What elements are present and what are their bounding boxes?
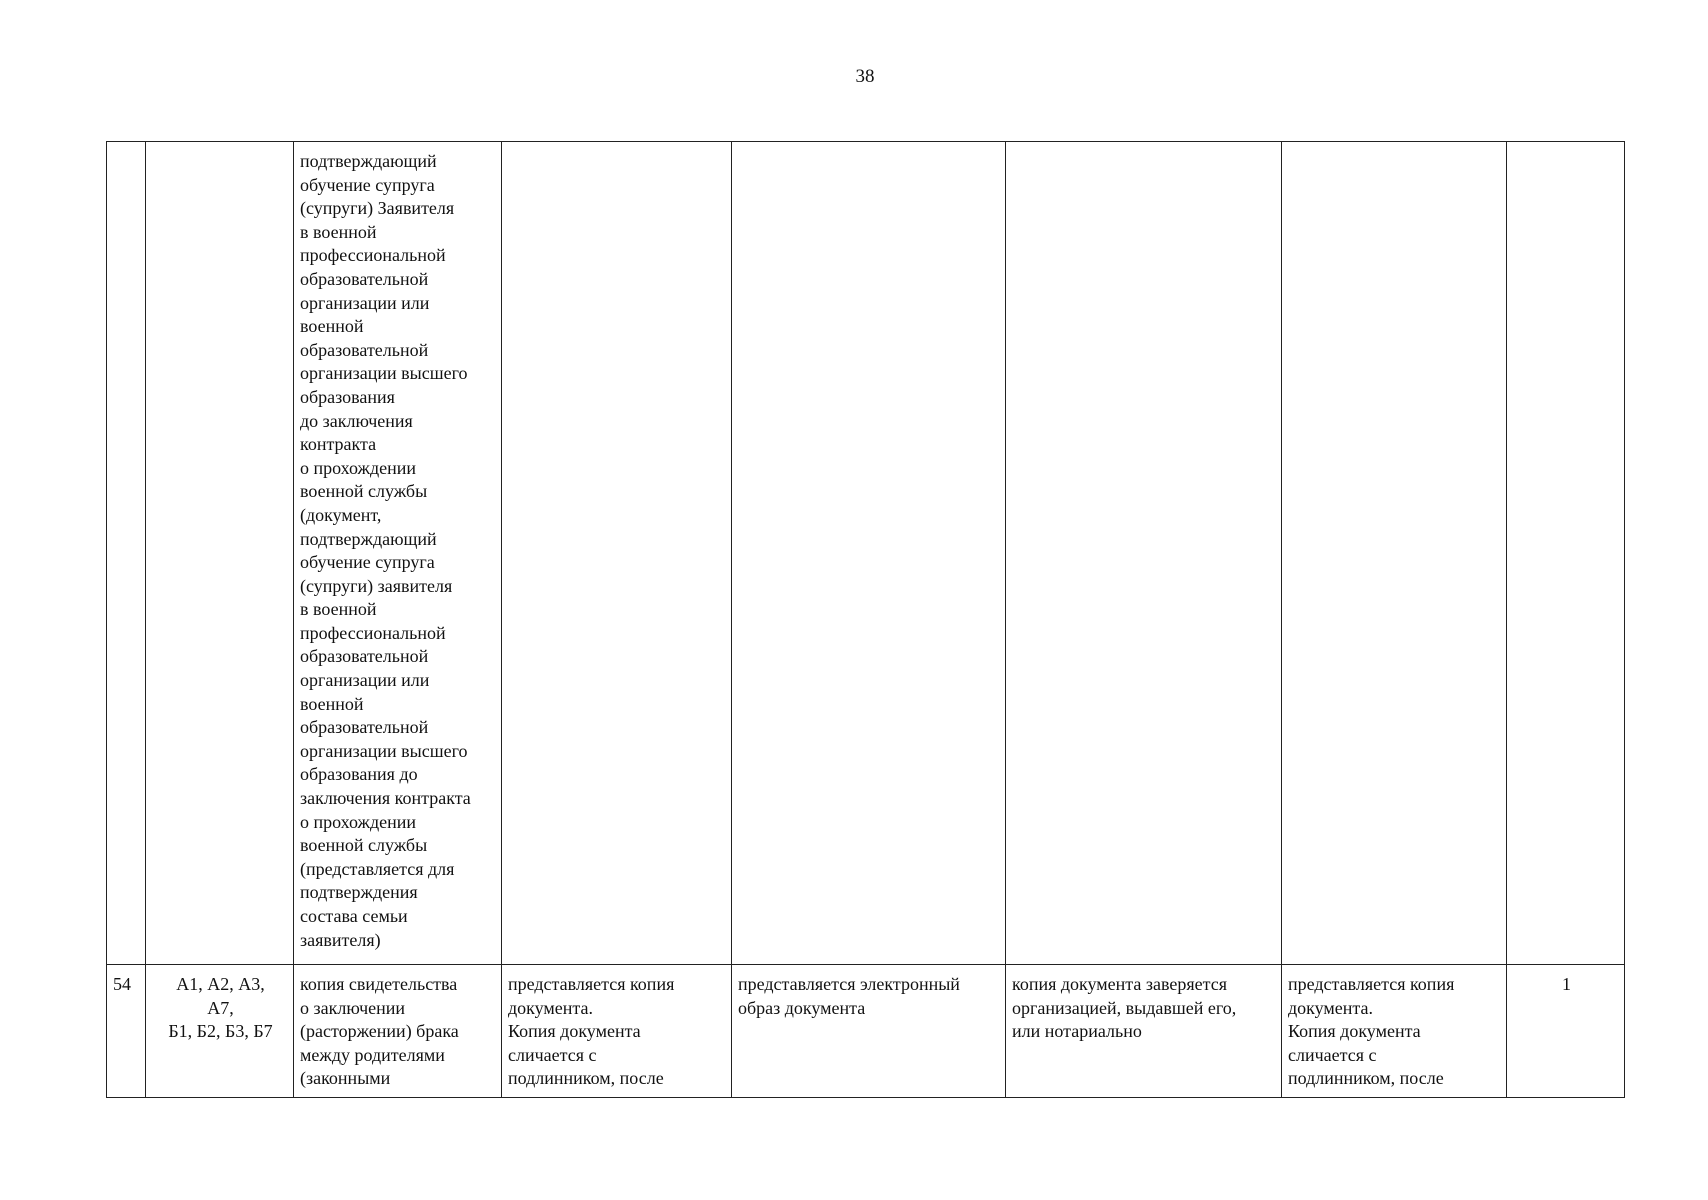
page-number: 38 bbox=[855, 66, 875, 87]
cell-categories: А1, А2, А3, А7, Б1, Б2, Б3, Б7 bbox=[146, 965, 294, 1098]
cell-number-empty bbox=[107, 142, 146, 965]
cell-certification-empty bbox=[1006, 142, 1282, 965]
cell-personal-empty bbox=[1282, 142, 1507, 965]
cell-document: копия свидетельства о заключении (расторжении) брака между родителями (законными bbox=[294, 965, 502, 1098]
requirements-table bbox=[106, 141, 1625, 1098]
cell-submission-paper: представляется копия документа. Копия документа сличается с подлинником, после bbox=[502, 965, 732, 1098]
cell-certification: копия документа заверяется организацией, выдавшей его, или нотариально bbox=[1006, 965, 1282, 1098]
cell-submission-electronic: представляется электронный образ документа bbox=[732, 965, 1006, 1098]
cell-paper-empty bbox=[502, 142, 732, 965]
cell-submission-personal: представляется копия документа. Копия документа сличается с подлинником, после bbox=[1282, 965, 1507, 1098]
cell-document-continued: подтверждающий обучение супруга (супруги) Заявителя в военной профессиональной образовательной организации или военной образовательной организации высшего образования до заключения контракта о прохождении военной службы (документ, подтверждающий обучение супруга (супруги) заявителя в военной профессиональной образовательной организации или военной образовательной организации высшего образования до заключения контракта о прохождении военной службы (представляется для подтверждения состава семьи заявителя) bbox=[294, 142, 502, 965]
table-row-54 bbox=[107, 965, 1625, 1098]
table-row-continued bbox=[107, 142, 1625, 965]
cell-number: 54 bbox=[107, 965, 146, 1098]
cell-electronic-empty bbox=[732, 142, 1006, 965]
cell-quantity: 1 bbox=[1507, 965, 1625, 1098]
cell-categories-empty bbox=[146, 142, 294, 965]
cell-quantity-empty bbox=[1507, 142, 1625, 965]
